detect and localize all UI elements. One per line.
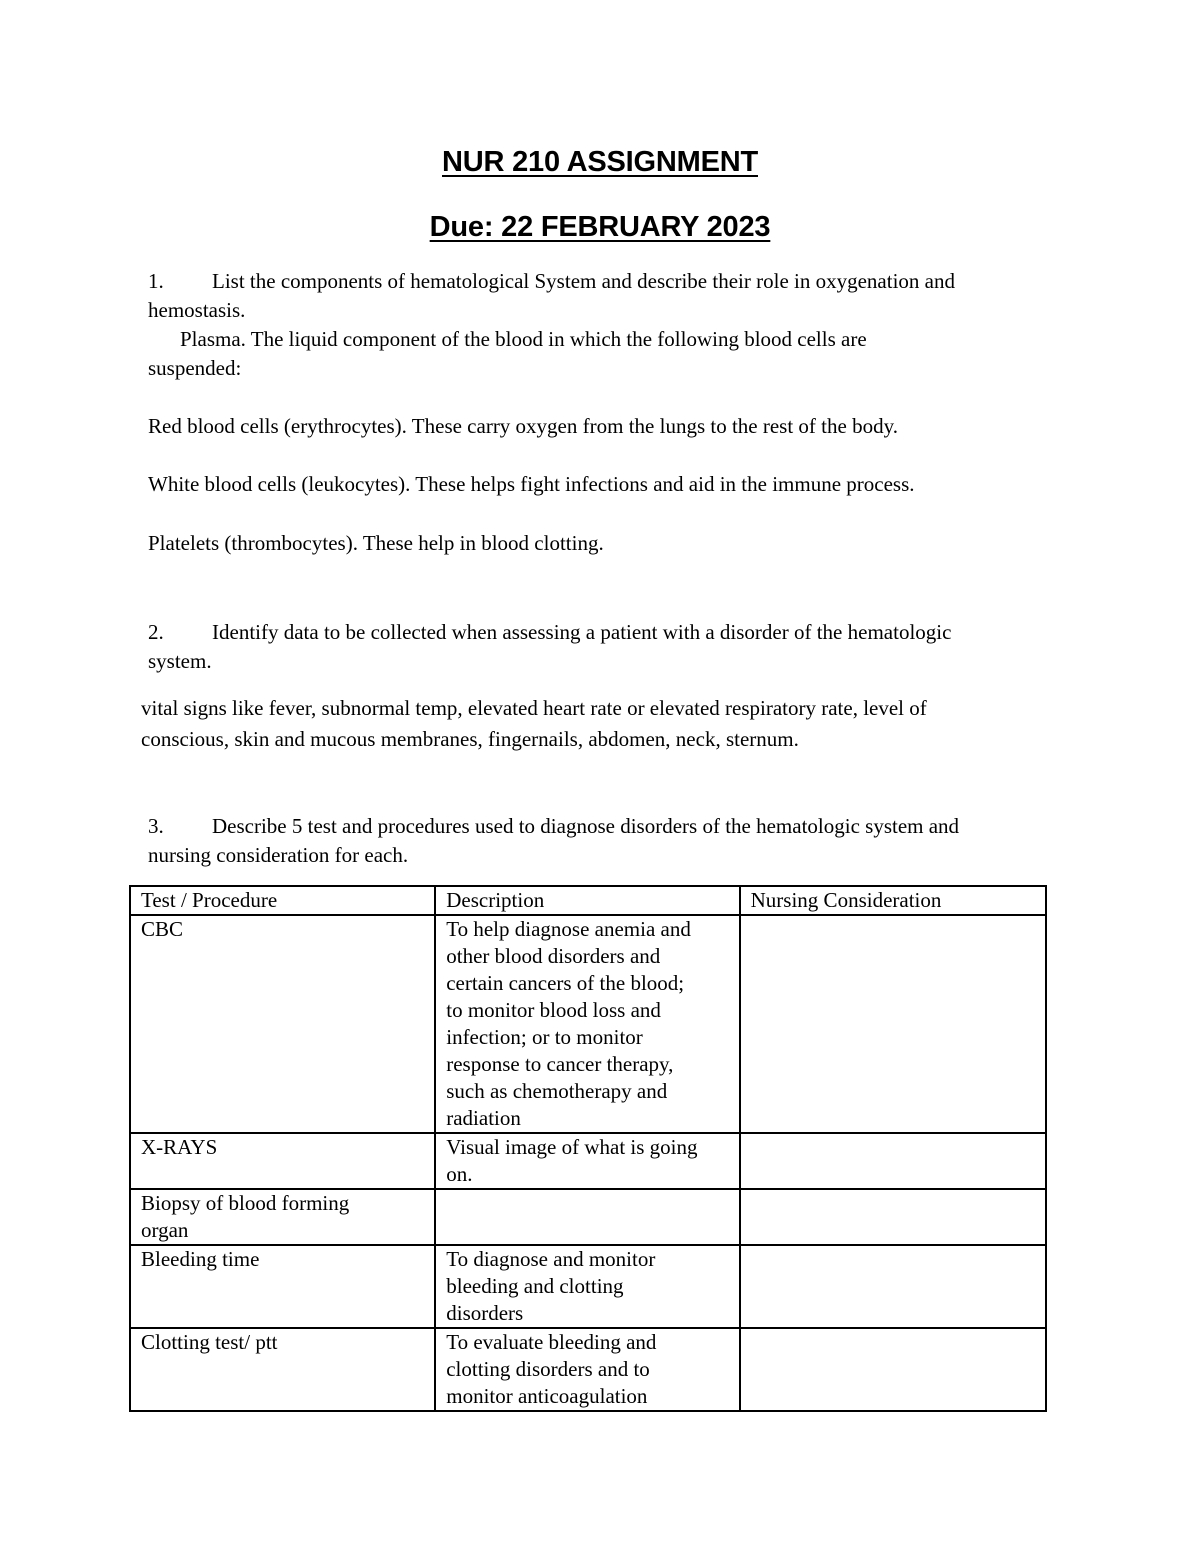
nursing-cell — [740, 915, 1046, 1133]
rbc-answer: Red blood cells (erythrocytes). These carry oxygen from the lungs to the rest of the body. — [148, 414, 898, 438]
test-cell: CBC — [130, 915, 435, 1133]
nursing-cell — [740, 1245, 1046, 1328]
table-row — [130, 1245, 1046, 1328]
table-row — [130, 1328, 1046, 1411]
question-2-answer-line-1: vital signs like fever, subnormal temp, elevated heart rate or elevated respiratory rate, level of — [141, 696, 927, 720]
test-cell: Biopsy of blood forming organ — [130, 1189, 435, 1245]
question-3-number: 3. — [148, 814, 164, 838]
table-header-row — [130, 886, 1046, 915]
test-cell: Clotting test/ ptt — [130, 1328, 435, 1411]
question-1-line-1: 1. List the components of hematological System and describe their role in oxygenation and — [148, 267, 955, 296]
nursing-cell — [740, 1133, 1046, 1189]
question-2-number: 2. — [148, 620, 164, 644]
tests-table — [129, 885, 1047, 1412]
question-2-line-2: system. — [148, 649, 212, 673]
header-description: Description — [435, 886, 739, 915]
description-cell — [435, 1189, 739, 1245]
plasma-line-2: suspended: — [148, 356, 242, 380]
description-cell: To diagnose and monitor bleeding and clotting disorders — [435, 1245, 739, 1328]
question-1-number: 1. — [148, 269, 164, 293]
question-2-answer — [141, 693, 927, 755]
question-1 — [148, 267, 955, 325]
nursing-cell — [740, 1328, 1046, 1411]
due-date: Due: 22 FEBRUARY 2023 — [429, 211, 771, 243]
table-row — [130, 1133, 1046, 1189]
description-cell: To help diagnose anemia and other blood disorders and certain cancers of the blood; to monitor blood loss and infection; or to monitor response to cancer therapy, such as chemotherapy and radiation — [435, 915, 739, 1133]
description-cell: Visual image of what is going on. — [435, 1133, 739, 1189]
plasma-line-1: Plasma. The liquid component of the blood in which the following blood cells are — [180, 327, 867, 351]
test-cell: Bleeding time — [130, 1245, 435, 1328]
table-row — [130, 1189, 1046, 1245]
question-3-line-2: nursing consideration for each. — [148, 843, 409, 867]
description-cell: To evaluate bleeding and clotting disorders and to monitor anticoagulation — [435, 1328, 739, 1411]
header-nursing-consideration: Nursing Consideration — [740, 886, 1046, 915]
question-2-answer-line-2: conscious, skin and mucous membranes, fingernails, abdomen, neck, sternum. — [141, 727, 799, 751]
nursing-cell — [740, 1189, 1046, 1245]
test-cell: X-RAYS — [130, 1133, 435, 1189]
platelets-answer: Platelets (thrombocytes). These help in blood clotting. — [148, 531, 604, 555]
question-3 — [148, 812, 959, 870]
question-3-line-1: 3. Describe 5 test and procedures used to diagnose disorders of the hematologic system and — [148, 812, 959, 841]
question-2-line-1: 2. Identify data to be collected when assessing a patient with a disorder of the hematologic — [148, 618, 951, 647]
question-2 — [148, 618, 951, 676]
wbc-answer: White blood cells (leukocytes). These helps fight infections and aid in the immune process. — [148, 472, 915, 496]
document-title: NUR 210 ASSIGNMENT — [442, 146, 758, 178]
question-1-line-2: hemostasis. — [148, 298, 246, 322]
plasma-answer — [148, 325, 867, 383]
table-row — [130, 915, 1046, 1133]
header-test-procedure: Test / Procedure — [130, 886, 435, 915]
